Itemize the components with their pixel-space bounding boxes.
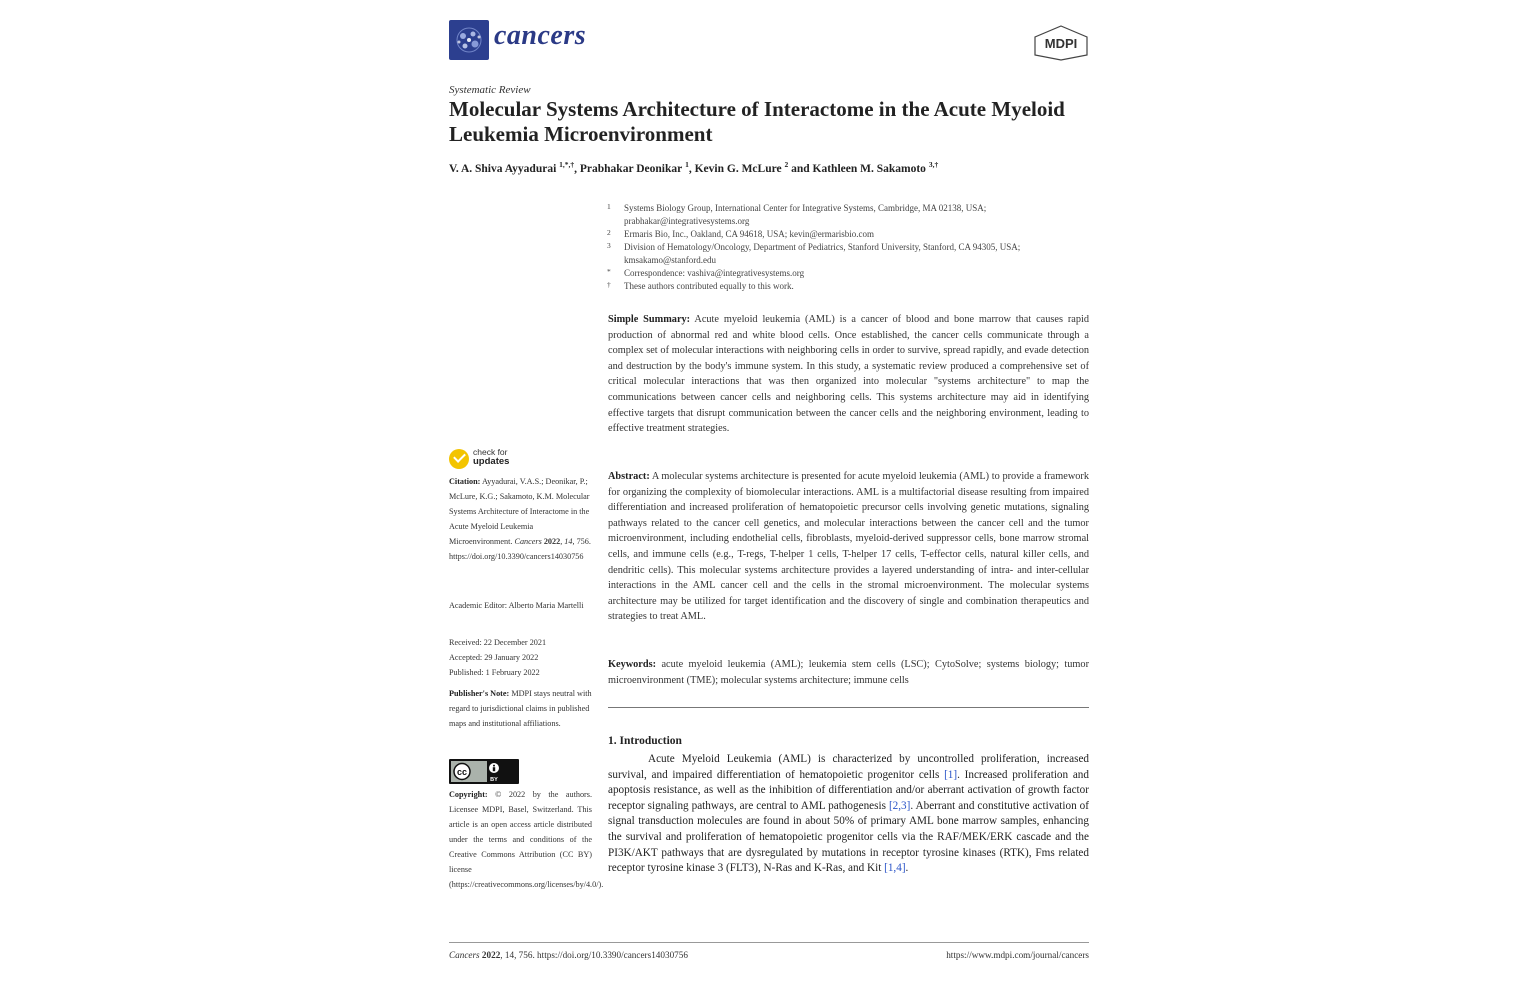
article-title: Molecular Systems Architecture of Interactome in the Acute Myeloid Leukemia Microenvironment	[449, 97, 1065, 146]
publishers-note	[449, 686, 592, 731]
author-separator: ,	[574, 162, 580, 175]
footer-journal-url[interactable]: https://www.mdpi.com/journal/cancers	[946, 950, 1089, 960]
simple-summary-text: Acute myeloid leukemia (AML) is a cancer of blood and bone marrow that causes rapid production of abnormal red and white blood cells. Once established, the cancer cells communicate through a complex set of molecular interactions with neighboring cells in order to survive, spread rapidly, and evade detection and destruction by the body's immune system. In this study, a systematic review produced a comprehensive set of critical molecular interactions that was then organized into molecular "systems architecture" to map the communications between cancer cells and neighboring cells. This systems architecture may aid in identifying effective targets that disrupt communication between the cancer cells and the neighboring environment, leading to effective treatment strategies.	[608, 314, 1089, 435]
affiliation-mark: 3	[607, 241, 611, 250]
intro-text: . Aberrant and constitutive activation of signal transduction molecules are found in about 50% of primary AML bone marrow samples, enhancing the survival and proliferation of hematopoietic progenitor cells via the RAF/MEK/ERK cascade and the PI3K/AKT pathways that are dysregulated by mutations in receptor tyrosine kinases (RTK), Fms related receptor tyrosine kinase 3 (FLT3), N-Ras and K-Ras, and Kit	[608, 799, 1089, 875]
creative-commons-icon	[450, 760, 518, 783]
affiliation-item	[605, 202, 1089, 228]
copyright-text: © 2022 by the authors. Licensee MDPI, Basel, Switzerland. This article is an open access article distributed under the terms and conditions of the Creative Commons Attribution (CC BY) license (https://creativecommons.org/licenses/by/4.0/).	[449, 790, 604, 889]
affiliation-mark: †	[607, 280, 611, 289]
intro-text: .	[905, 862, 909, 875]
author-list	[449, 160, 938, 175]
abstract-label: Abstract:	[608, 471, 650, 482]
section-title: 1. Introduction	[608, 735, 682, 747]
abstract	[608, 469, 1089, 625]
copyright-label: Copyright:	[449, 790, 488, 799]
reference-link[interactable]: [2,3]	[888, 799, 911, 812]
keywords	[608, 657, 1089, 688]
affiliation-text: Division of Hematology/Oncology, Department of Pediatrics, Stanford University, Stanford, CA 94305, USA; kmsakamo@stanford.edu	[624, 242, 1021, 265]
intro-text: Acute Myeloid Leukemia (AML) is characterized by uncontrolled proliferation, increased survival, and impaired differentiation of hematopoietic progenitor cells	[608, 753, 1089, 781]
keywords-text: acute myeloid leukemia (AML); leukemia stem cells (LSC); CytoSolve; systems biology; tumor microenvironment (TME); molecular systems architecture; immune cells	[608, 659, 1089, 686]
citation: Citation: Ayyadurai, V.A.S.; Deonikar, P.; McLure, K.G.; Sakamoto, K.M. Molecular Systems Architecture of Interactome in the Acute Myeloid Leukemia Microenvironment. Cancers 2022, 14, 756. https://doi.org/10.3390/cancers14030756	[449, 477, 591, 561]
affiliation-item	[605, 241, 1089, 267]
publication-dates	[449, 635, 592, 680]
received-date: Received: 22 December 2021	[449, 638, 547, 647]
author-affil: 3,†	[928, 160, 939, 169]
author: V. A. Shiva Ayyadurai	[449, 162, 557, 175]
abstract-text: A molecular systems architecture is presented for acute myeloid leukemia (AML) to provide a framework for organizing the complexity of biomolecular interactions. AML is a multifactorial disease resulting from impaired differentiation and increased proliferation of hematopoietic precursor cells involving genetic mutations, signaling pathways related to the cancer cell genetics, and molecular interactions between the cancer cell and the tumor microenvironment, including endothelial cells, fibroblasts, myeloid-derived suppressor cells, bone marrow stromal cells, and immune cells (e.g., T-regs, T-helper 1 cells, T-helper 17 cells, T-effector cells, natural killer cells, and dendritic cells). This molecular systems architecture provides a layered understanding of intra- and inter-cellular interactions in the AML cancer cell and the cells in the stromal microenvironment. The molecular systems architecture may be utilized for target identification and the discovery of single and combination therapeutics and strategies to treat AML.	[608, 471, 1089, 623]
citation-doi[interactable]: , 756. https://doi.org/10.3390/cancers14030756	[449, 537, 591, 561]
intro-text: . Increased proliferation and apoptosis resistance, as well as the inhibition of differentiation and/or aberrant activation of growth factor receptor signaling pathways, are central to AML pathogenesis	[608, 768, 1089, 812]
article-type: Systematic Review	[449, 84, 531, 96]
check-for-updates-label	[473, 448, 509, 466]
published-date: Published: 1 February 2022	[449, 668, 540, 677]
author-separator: and	[788, 162, 813, 175]
footer-doi[interactable]: , 14, 756. https://doi.org/10.3390/cancers14030756	[500, 950, 688, 960]
affiliation-item	[605, 267, 1089, 280]
equal-contribution-text: These authors contributed equally to this work.	[624, 281, 794, 291]
citation-year: 2022	[543, 537, 561, 546]
author-affil: 1,*,†	[559, 160, 575, 169]
author-affil: 1	[685, 160, 689, 169]
citation-volume: 14	[564, 537, 573, 546]
reference-link[interactable]: [1]	[944, 768, 958, 781]
publishers-note-label: Publisher's Note:	[449, 689, 510, 698]
journal-logo-icon	[449, 20, 489, 60]
simple-summary	[608, 312, 1089, 437]
keywords-label: Keywords:	[608, 659, 657, 670]
mdpi-logo-icon	[1033, 25, 1089, 61]
affiliation-item	[605, 280, 1089, 293]
reference-link[interactable]: [1,4]	[884, 862, 906, 875]
check-updates-line2: updates	[473, 456, 510, 467]
correspondence-text: Correspondence: vashiva@integrativesystems.org	[624, 268, 805, 278]
footer-year: 2022	[481, 950, 501, 960]
accepted-date: Accepted: 29 January 2022	[449, 653, 539, 662]
footer-journal: Cancers	[449, 950, 480, 960]
author-separator: ,	[688, 162, 695, 175]
footer-citation	[449, 950, 688, 960]
affiliation-mark: *	[607, 267, 611, 276]
citation-label: Citation:	[449, 477, 481, 486]
affiliation-text: Ermaris Bio, Inc., Oakland, CA 94618, USA; kevin@ermarisbio.com	[624, 229, 875, 239]
copyright	[449, 787, 604, 892]
affiliation-list	[605, 202, 1089, 293]
simple-summary-label: Simple Summary:	[608, 314, 691, 325]
cc-label: cc	[456, 767, 468, 777]
citation-journal: Cancers	[514, 537, 542, 546]
author-affil: 2	[784, 160, 789, 169]
footer-divider	[449, 942, 1089, 943]
section-divider	[608, 707, 1089, 708]
journal-name: cancers	[494, 20, 587, 51]
check-updates-line1: check for	[473, 447, 508, 457]
cc-by-license-badge[interactable]	[449, 759, 519, 784]
author: Kathleen M. Sakamoto	[812, 162, 926, 175]
checkmark-icon	[449, 449, 469, 469]
by-label: BY	[490, 777, 498, 783]
author: Prabhakar Deonikar	[579, 162, 683, 175]
affiliation-mark: 1	[607, 202, 611, 211]
publishers-note-text: MDPI stays neutral with regard to jurisdictional claims in published maps and institutional affiliations.	[449, 689, 592, 728]
publisher-name: MDPI	[1044, 36, 1078, 51]
academic-editor: Academic Editor: Alberto Maria Martelli	[449, 601, 584, 610]
citation-text: Ayyadurai, V.A.S.; Deonikar, P.; McLure, K.G.; Sakamoto, K.M. Molecular Systems Architecture of Interactome in the Acute Myeloid Leukemia Microenvironment.	[449, 477, 590, 546]
check-for-updates-button[interactable]	[449, 448, 521, 470]
affiliation-item	[605, 228, 1089, 241]
affiliation-text: Systems Biology Group, International Center for Integrative Systems, Cambridge, MA 02138, USA; prabhakar@integrativesystems.org	[624, 203, 987, 226]
introduction-paragraph	[608, 752, 1089, 877]
affiliation-mark: 2	[607, 228, 611, 237]
author: Kevin G. McLure	[694, 162, 782, 175]
